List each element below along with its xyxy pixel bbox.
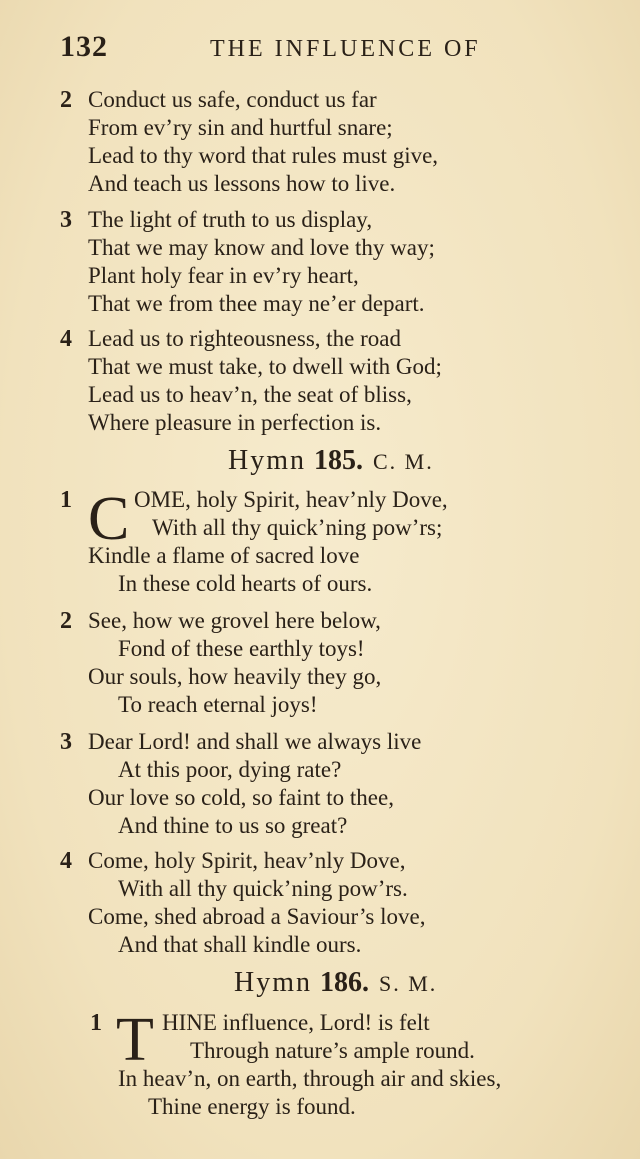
verse-line: And teach us lessons how to live. (88, 171, 396, 196)
verse-line: HINE influence, Lord! is felt (162, 1010, 430, 1035)
hymn-meter: C. M. (373, 449, 434, 474)
verse-line: Our love so cold, so faint to thee, (88, 785, 394, 810)
verse-line: That we must take, to dwell with God; (88, 354, 442, 379)
hymn-title-number: 185. (314, 445, 363, 476)
running-head: THE INFLUENCE OF (210, 36, 481, 62)
verse-line: Dear Lord! and shall we always live (88, 729, 422, 754)
verse-line: Fond of these earthly toys! (118, 636, 365, 661)
verse-line: Kindle a flame of sacred love (88, 543, 360, 568)
verse-line: Where pleasure in perfection is. (88, 410, 382, 435)
stanza-number: 2 (60, 608, 72, 634)
stanza-number: 2 (60, 87, 72, 113)
hymn-title-word: Hymn (234, 967, 312, 998)
hymn-185-stanza-4 (60, 847, 620, 959)
verse-line: OME, holy Spirit, heav’nly Dove, (134, 487, 448, 512)
verse-line: With all thy quick’ning pow’rs; (152, 515, 443, 540)
verse-line: With all thy quick’ning pow’rs. (118, 876, 408, 901)
page-number: 132 (60, 30, 108, 63)
drop-cap: C (88, 485, 130, 553)
hymn-title-word: Hymn (228, 445, 306, 476)
verse-line: In heav’n, on earth, through air and skies, (118, 1066, 502, 1091)
prev-hymn-stanza-4 (60, 325, 620, 437)
verse-line: That we from thee may ne’er depart. (88, 291, 425, 316)
hymn-185-title (228, 443, 434, 479)
verse-line: See, how we grovel here below, (88, 608, 381, 633)
drop-cap: T (116, 1006, 154, 1074)
verse-line: Come, shed abroad a Saviour’s love, (88, 904, 426, 929)
prev-hymn-stanza-3 (60, 206, 620, 318)
verse-line: Thine energy is found. (148, 1094, 356, 1119)
verse-line: And thine to us so great? (118, 813, 348, 838)
verse-line: In these cold hearts of ours. (118, 571, 373, 596)
verse-line: At this poor, dying rate? (118, 757, 342, 782)
verse-line: Lead us to heav’n, the seat of bliss, (88, 382, 412, 407)
stanza-number: 1 (90, 1010, 102, 1036)
hymn-185-stanza-2 (60, 607, 620, 719)
verse-line: Lead to thy word that rules must give, (88, 143, 439, 168)
verse-line: Through nature’s ample round. (190, 1038, 475, 1063)
verse-line: From ev’ry sin and hurtful snare; (88, 115, 393, 140)
verse-line: Come, holy Spirit, heav’nly Dove, (88, 848, 406, 873)
verse-line: The light of truth to us display, (88, 207, 373, 232)
verse-line: Lead us to righteousness, the road (88, 326, 401, 351)
verse-line: Our souls, how heavily they go, (88, 664, 382, 689)
verse-line: Plant holy fear in ev’ry heart, (88, 263, 359, 288)
hymn-meter: S. M. (379, 971, 438, 996)
verse-line: And that shall kindle ours. (118, 932, 362, 957)
page-header (60, 30, 600, 70)
stanza-number: 4 (60, 326, 72, 352)
hymn-185-stanza-1 (60, 486, 620, 598)
verse-line: Conduct us safe, conduct us far (88, 87, 377, 112)
hymn-title-number: 186. (320, 967, 369, 998)
hymn-186-stanza-1 (90, 1006, 630, 1121)
verse-line: To reach eternal joys! (118, 692, 318, 717)
hymn-186-title (234, 965, 437, 1001)
stanza-number: 3 (60, 729, 72, 755)
stanza-number: 1 (60, 487, 72, 513)
prev-hymn-stanza-2 (60, 86, 620, 198)
stanza-number: 4 (60, 848, 72, 874)
hymn-185-stanza-3 (60, 728, 620, 840)
stanza-number: 3 (60, 207, 72, 233)
verse-line: That we may know and love thy way; (88, 235, 435, 260)
